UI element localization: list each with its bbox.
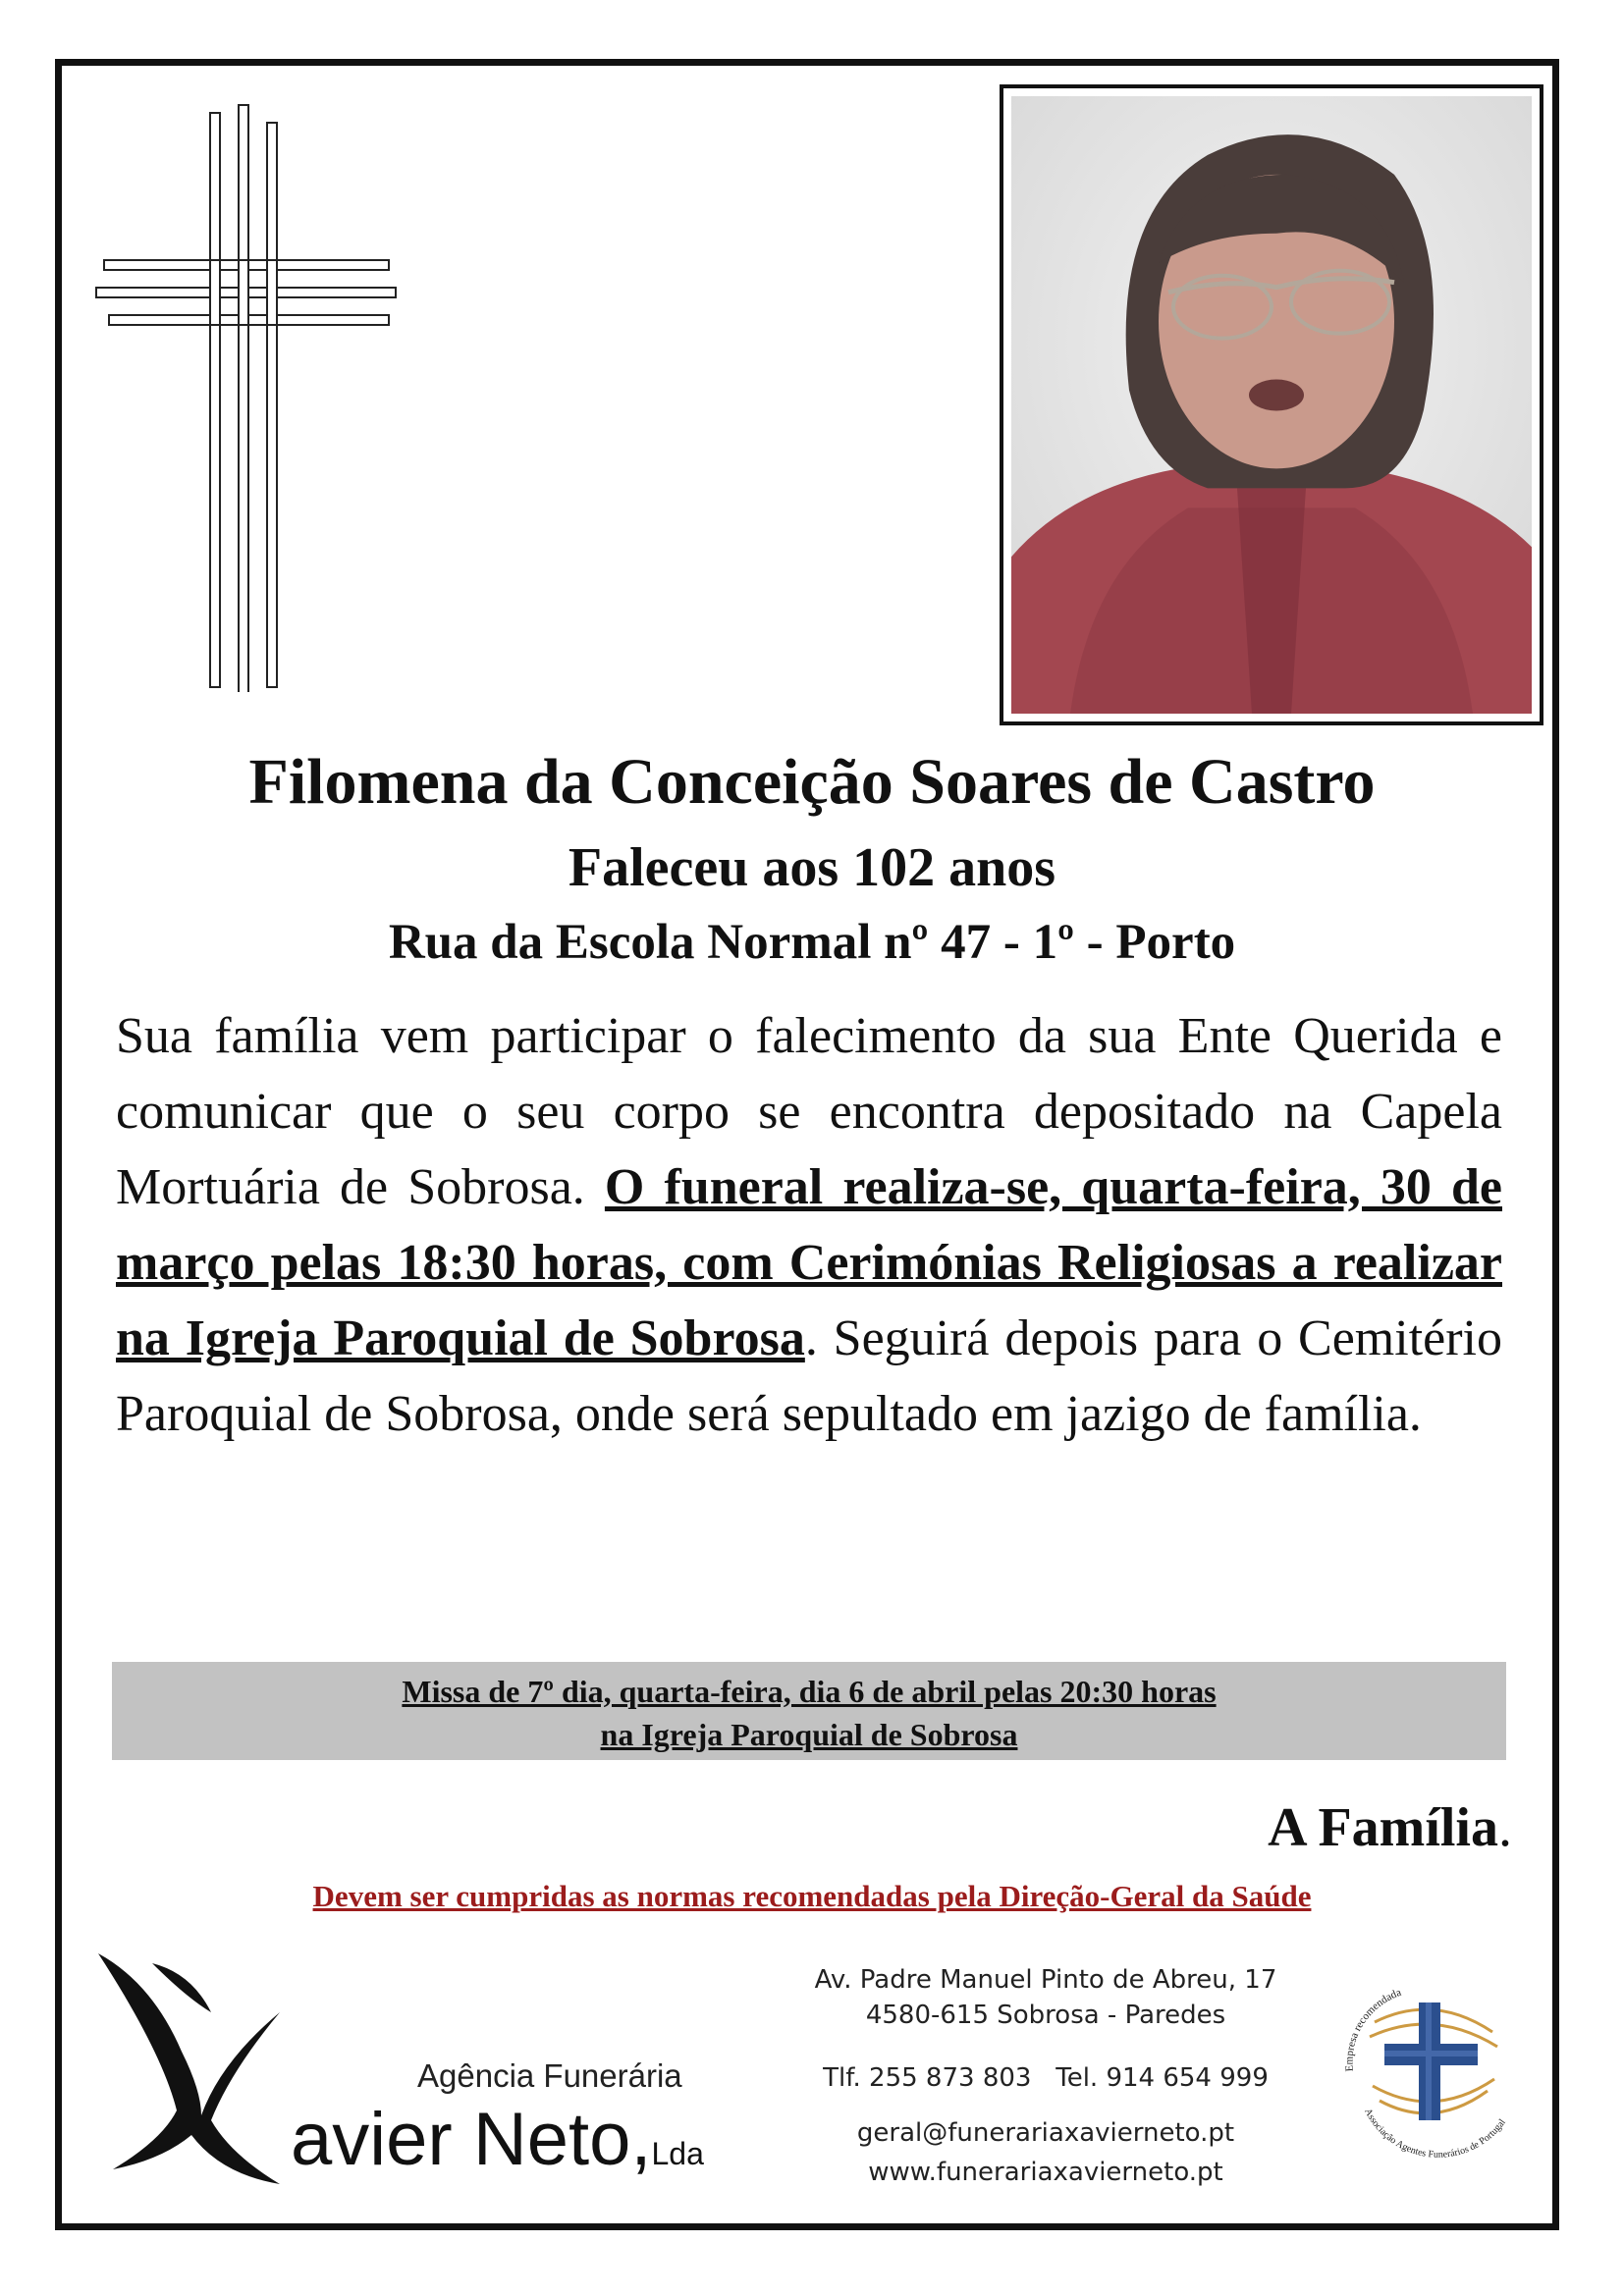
health-notice: Devem ser cumpridas as normas recomendadas pela Direção-Geral da Saúde [312, 1879, 1312, 1913]
age-line: Faleceu aos 102 anos [568, 837, 1056, 898]
mass-line-1: Missa de 7º dia, quarta-feira, dia 6 de abril pelas 20:30 horas [402, 1674, 1217, 1709]
agency-phones: Tlf. 255 873 803 Tel. 914 654 999 [823, 2063, 1269, 2093]
family-signature [1268, 1796, 1512, 1859]
association-text-bottom: Associação Agentes Funerários de Portugal [1362, 2107, 1508, 2161]
mass-line-2: na Igreja Paroquial de Sobrosa [600, 1717, 1018, 1752]
portrait-frame [1000, 84, 1543, 725]
agency-name-text: avier Neto, [291, 2098, 652, 2181]
agency-address-1: Av. Padre Manuel Pinto de Abreu, 17 [814, 1965, 1277, 1995]
agency-x-logo-icon [93, 1944, 290, 2184]
portrait-photo [1011, 96, 1532, 714]
funeral-details: O funeral realiza-se, quarta-feira, 30 de março pelas 18:30 horas, com Cerimónias Religiosas a realizar na Igreja Paroquial de Sobrosa [116, 1159, 1502, 1366]
agency-address-2: 4580-615 Sobrosa - Paredes [865, 2001, 1226, 2030]
address-line: Rua da Escola Normal nº 47 - 1º - Porto [388, 915, 1236, 970]
agency-name [291, 2096, 704, 2198]
agency-suffix: Lda [651, 2136, 704, 2171]
signature-text: A Família [1268, 1797, 1498, 1858]
signature-punct: . [1498, 1797, 1512, 1858]
deceased-name: Filomena da Conceição Soares de Castro [248, 746, 1376, 818]
announcement-closing: . Seguirá depois para o Cemitério Paroquial de Sobrosa, onde será sepultado em jazigo de família. [116, 1310, 1502, 1442]
association-text-top: Empresa recomendada [1343, 1986, 1403, 2072]
agency-email[interactable]: geral@funerariaxavierneto.pt [856, 2118, 1235, 2148]
agency-website[interactable]: www.funerariaxavierneto.pt [868, 2158, 1223, 2187]
association-logo-icon [1326, 1963, 1522, 2169]
agency-label: Agência Funerária [417, 2057, 682, 2094]
announcement-intro: Sua família vem participar o falecimento da sua Ente Querida e comunicar que o seu corpo se encontra depositado na Capela Mortuária de Sobrosa. [116, 1008, 1502, 1215]
mass-announcement [112, 1662, 1506, 1760]
cross-icon [94, 103, 399, 692]
announcement-text [116, 998, 1502, 1452]
